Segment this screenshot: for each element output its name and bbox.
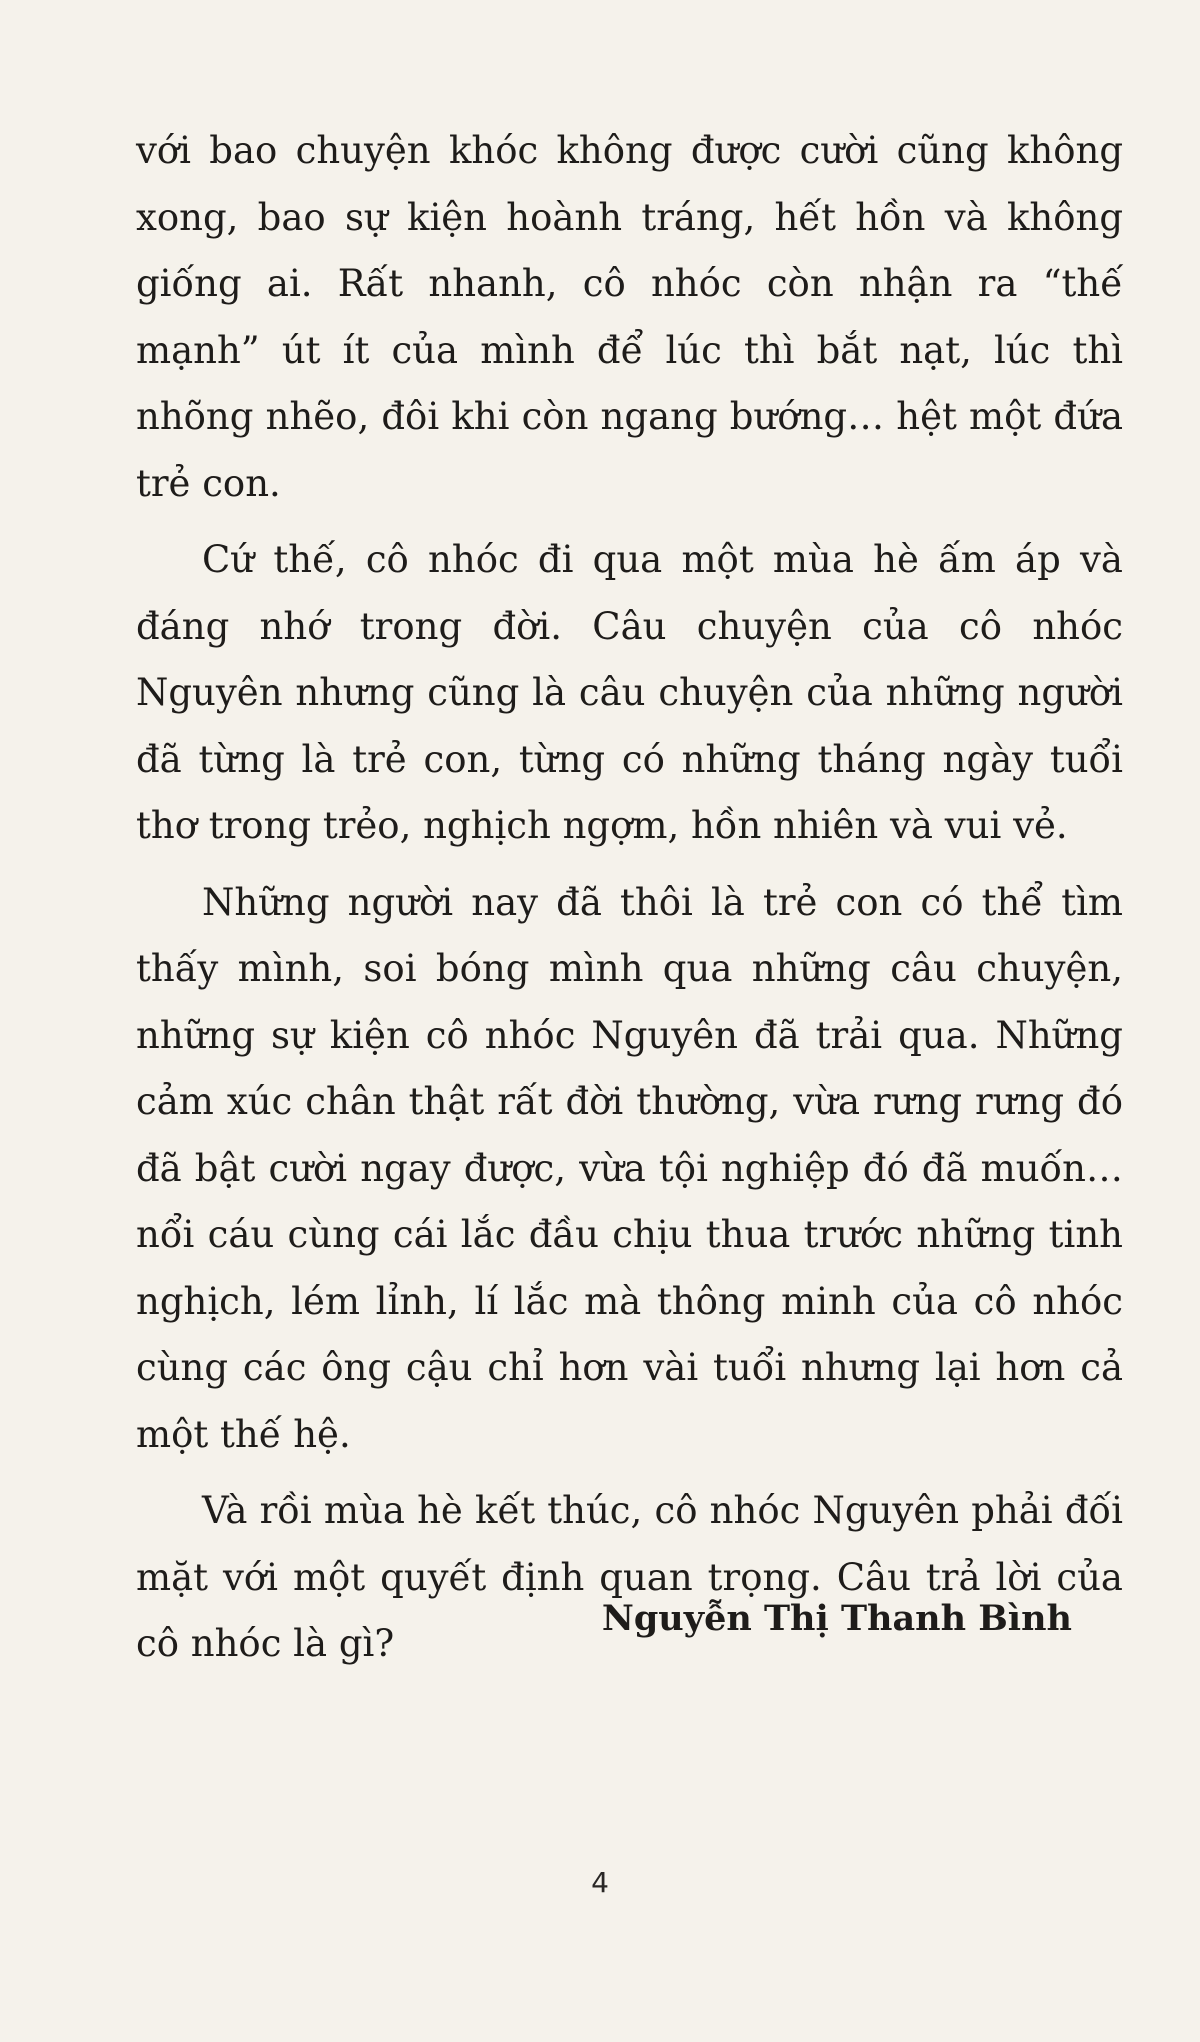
paragraph-4: Và rồi mùa hè kết thúc, cô nhóc Nguyên phải đối mặt với một quyết định quan trọng. Câu trả lời của cô nhóc là gì? [136,1489,1123,1665]
paragraph-3: Những người nay đã thôi là trẻ con có thể tìm thấy mình, soi bóng mình qua những câu chuyện, những sự kiện cô nhóc Nguyên đã trải qua. Những cảm xúc chân thật rất đời thường, vừa rưng rưng đó đã bật cười ngay được, vừa tội nghiệp đó đã muốn… nổi cáu cùng cái lắc đầu chịu thua trước những tinh nghịch, lém lỉnh, lí lắc mà thông minh của cô nhóc cùng các ông cậu chỉ hơn vài tuổi nhưng lại hơn cả một thế hệ. [136,880,1123,1456]
paragraph-2: Cứ thế, cô nhóc đi qua một mùa hè ấm áp và đáng nhớ trong đời. Câu chuyện của cô nhóc Nguyên nhưng cũng là câu chuyện của những người đã từng là trẻ con, từng có những tháng ngày tuổi thơ trong trẻo, nghịch ngợm, hồn nhiên và vui vẻ. [136,538,1123,847]
body-text [136,118,1123,1678]
author-signature: Nguyễn Thị Thanh Bình [601,1598,1072,1639]
paragraph-1: với bao chuyện khóc không được cười cũng không xong, bao sự kiện hoành tráng, hết hồn và không giống ai. Rất nhanh, cô nhóc còn nhận ra “thế mạnh” út ít của mình để lúc thì bắt nạt, lúc thì nhõng nhẽo, đôi khi còn ngang bướng… hệt một đứa trẻ con. [136,129,1123,505]
page-number: 4 [591,1866,609,1899]
